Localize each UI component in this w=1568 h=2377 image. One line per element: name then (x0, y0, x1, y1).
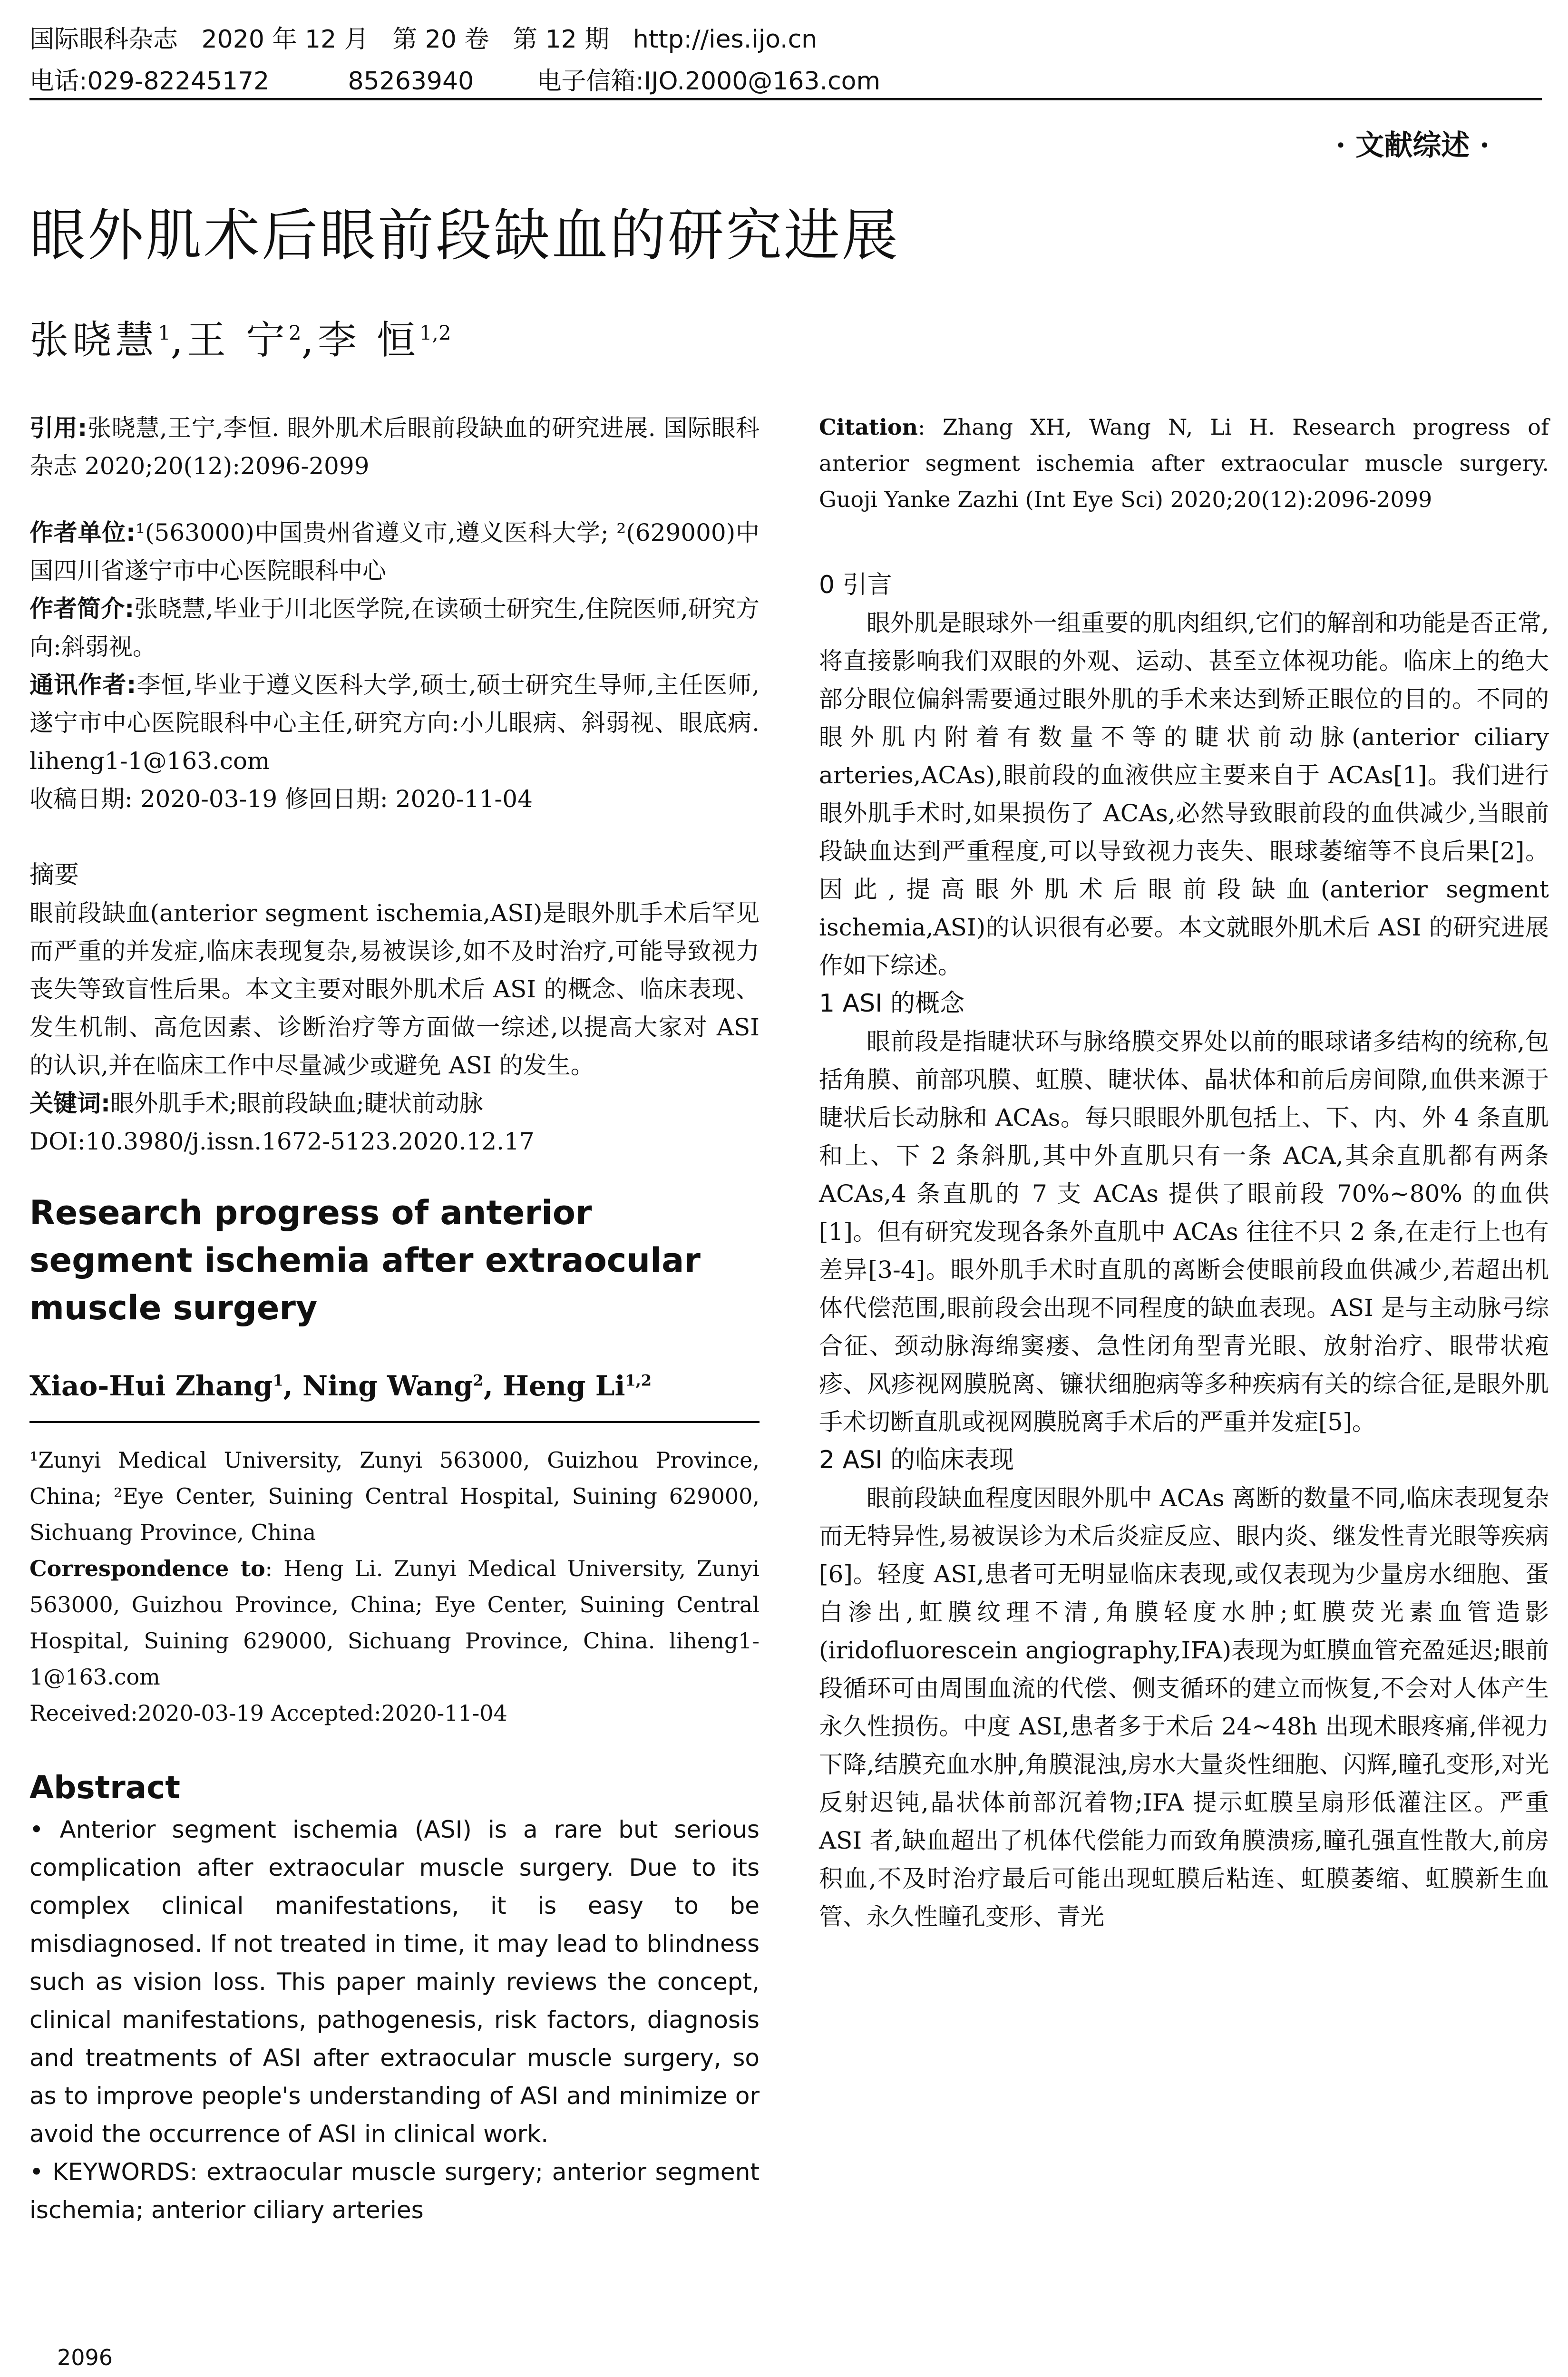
label: 通讯作者: (29, 671, 136, 699)
abstract-cn (29, 856, 760, 1160)
label: 关键词: (29, 1090, 110, 1117)
abstract-text: 眼前段缺血(anterior segment ischemia,ASI)是眼外肌手术后罕见而严重的并发症,临床表现复杂,易被误诊,如不及时治疗,可能导致视力丧失等致盲性后果。本文主要对眼外肌术后 ASI 的概念、临床表现、发生机制、高危因素、诊断治疗等方面做一综述,以提高大家对 ASI 的认识,并在临床工作中尽量减少或避免 ASI 的发生。 (29, 899, 760, 1079)
section-heading: 0 引言 (819, 571, 892, 599)
author-affil-sup: 2 (473, 1371, 484, 1390)
right-column (819, 409, 1549, 1936)
author-list: 张晓慧$^1$,王 宁$^2$,李 恒$^{1,2}$ (29, 318, 451, 363)
keywords-en: • KEYWORDS: extraocular muscle surgery; anterior segment ischemia; anterior ciliary arteries (29, 2158, 760, 2224)
journal-header-line1: 国际眼科杂志 2020 年 12 月 第 20 卷 第 12 期 http://ies.ijo.cn (29, 25, 818, 54)
citation-cn (29, 409, 760, 485)
author-affil-sup: 2 (288, 321, 302, 345)
author-info (29, 514, 760, 818)
dates-en: Received:2020-03-19 Accepted:2020-11-04 (29, 1700, 507, 1726)
author-name: Xiao-Hui Zhang (29, 1370, 273, 1402)
unit-text: ¹(563000)中国贵州省遵义市,遵义医科大学; ²(629000)中国四川省遂宁市中心医院眼科中心 (29, 519, 760, 585)
left-column (29, 409, 760, 2229)
label: Correspondence to (29, 1556, 265, 1581)
affiliations-en: ¹Zunyi Medical University, Zunyi 563000, Guizhou Province, China; ²Eye Center, Suining Central Hospital, Suining 629000, Sichuang Province, China (29, 1447, 760, 1545)
author-name: 李 恒 (317, 318, 419, 363)
body-paragraph: 眼前段是指睫状环与脉络膜交界处以前的眼球诸多结构的统称,包括角膜、前部巩膜、虹膜、睫状体、晶状体和前后房间隙,血供来源于睫状后长动脉和 ACAs。每只眼眼外肌包括上、下、内、外 4 条直肌和上、下 2 条斜肌,其中外直肌只有一条 ACA,其余直肌都有两条 ACAs,4 条直肌的 7 支 ACAs 提供了眼前段 70%~80% 的血供[1]。但有研究发现各条外直肌中 ACAs 往往不只 2 条,在走行上也有差异[3-4]。眼外肌手术时直肌的离断会使眼前段血供减少,若超出机体代偿范围,眼前段会出现不同程度的缺血表现。ASI 是与主动脉弓综合征、颈动脉海绵窦瘘、急性闭角型青光眼、放射治疗、眼带状疱疹、风疹视网膜脱离、镰状细胞病等多种疾病有关的综合征,是眼外肌手术切断直肌或视网膜脱离手术后的严重并发症[5]。 (819, 1028, 1549, 1436)
label: 引用: (29, 414, 88, 442)
author-affil-sup: 1 (158, 321, 171, 345)
body-paragraph: 眼外肌是眼球外一组重要的肌肉组织,它们的解剖和功能是否正常,将直接影响我们双眼的外观、运动、甚至立体视功能。临床上的绝大部分眼位偏斜需要通过眼外肌的手术来达到矫正眼位的目的。不同的眼外肌内附着有数量不等的睫状前动脉(anterior ciliary arteries,ACAs),眼前段的血液供应主要来自于 ACAs[1]。我们进行眼外肌手术时,如果损伤了 ACAs,必然导致眼前段的血供减少,当眼前段缺血达到严重程度,可以导致视力丧失、眼球萎缩等不良后果[2]。因此,提高眼外肌术后眼前段缺血(anterior segment ischemia,ASI)的认识很有必要。本文就眼外肌术后 ASI 的研究进展作如下综述。 (819, 609, 1549, 979)
section-tag: · 文献综述 · (1335, 129, 1490, 162)
author-name: Ning Wang (302, 1370, 473, 1402)
section-heading: 1 ASI 的概念 (819, 989, 965, 1018)
keywords-text: 眼外肌手术;眼前段缺血;睫状前动脉 (110, 1090, 483, 1117)
author-name: 张晓慧 (29, 318, 158, 363)
label: 作者单位: (29, 519, 136, 546)
abstract-en-heading: Abstract (29, 1769, 180, 1806)
label: 作者简介: (29, 595, 135, 623)
english-authors: Xiao-Hui Zhang$^1$, Ning Wang$^2$, Heng Li$^{1,2}$ (29, 1370, 652, 1402)
abstract-en-text: • Anterior segment ischemia (ASI) is a rare but serious complication after extraocular muscle surgery. Due to its complex clinical manifestations, it is easy to be misdiagnosed. If not treated in time, it may lead to blindness such as vision loss. This paper mainly reviews the concept, clinical manifestations, pathogenesis, risk factors, diagnosis and treatments of ASI after extraocular muscle surgery, so as to improve people's understanding of ASI and minimize or avoid the occurrence of ASI in clinical work. (29, 1816, 760, 2148)
english-title: Research progress of anterior segment ischemia after extraocular muscle surgery (29, 1193, 701, 1327)
correspondence-text: : Heng Li. Zunyi Medical University, Zunyi 563000, Guizhou Province, China; Eye Center, Suining Central Hospital, Suining 629000, Sichuang Province, China. liheng1-1@163.com (29, 1556, 760, 1690)
author-name: 王 宁 (186, 318, 289, 363)
label: Citation (819, 414, 918, 440)
journal-header-line2: 电话:029-82245172 85263940 电子信箱:IJO.2000@163.com (29, 67, 881, 96)
author-name: Heng Li (503, 1370, 625, 1402)
author-affil-sup: 1 (273, 1371, 283, 1390)
citation-en (819, 409, 1549, 517)
bio-text: 张晓慧,毕业于川北医学院,在读硕士研究生,住院医师,研究方向:斜弱视。 (29, 595, 760, 661)
section-heading: 2 ASI 的临床表现 (819, 1446, 1014, 1474)
author-affil-sup: 1,2 (625, 1371, 652, 1390)
divider (29, 1421, 760, 1423)
corr-text: 李恒,毕业于遵义医科大学,硕士,硕士研究生导师,主任医师,遂宁市中心医院眼科中心主任,研究方向:小儿眼病、斜弱视、眼底病. liheng1-1@163.com (29, 671, 760, 775)
abstract-heading: 摘要 (29, 861, 79, 889)
page-number: 2096 (57, 2345, 113, 2370)
author-affil-sup: 1,2 (419, 321, 451, 345)
dates-cn: 收稿日期: 2020-03-19 修回日期: 2020-11-04 (29, 785, 533, 813)
article-title: 眼外肌术后眼前段缺血的研究进展 (29, 203, 900, 268)
citation-text: 张晓慧,王宁,李恒. 眼外肌术后眼前段缺血的研究进展. 国际眼科杂志 2020;20(12):2096-2099 (29, 414, 760, 480)
header-rule (29, 98, 1542, 100)
doi: DOI:10.3980/j.issn.1672-5123.2020.12.17 (29, 1128, 535, 1155)
citation-en-text: : Zhang XH, Wang N, Li H. Research progress of anterior segment ischemia after extraocular muscle surgery. Guoji Yanke Zazhi (Int Eye Sci) 2020;20(12):2096-2099 (819, 414, 1549, 512)
body-paragraph: 眼前段缺血程度因眼外肌中 ACAs 离断的数量不同,临床表现复杂而无特异性,易被误诊为术后炎症反应、眼内炎、继发性青光眼等疾病[6]。轻度 ASI,患者可无明显临床表现,或仅表现为少量房水细胞、蛋白渗出,虹膜纹理不清,角膜轻度水肿;虹膜荧光素血管造影(iridofluorescein angiography,IFA)表现为虹膜血管充盈延迟;眼前段循环可由周围血流的代偿、侧支循环的建立而恢复,不会对人体产生永久性损伤。中度 ASI,患者多于术后 24~48h 出现术眼疼痛,伴视力下降,结膜充血水肿,角膜混浊,房水大量炎性细胞、闪辉,瞳孔变形,对光反射迟钝,晶状体前部沉着物;IFA 提示虹膜呈扇形低灌注区。严重 ASI 者,缺血超出了机体代偿能力而致角膜溃疡,瞳孔强直性散大,前房积血,不及时治疗最后可能出现虹膜后粘连、虹膜萎缩、虹膜新生血管、永久性瞳孔变形、青光 (819, 1484, 1549, 1930)
